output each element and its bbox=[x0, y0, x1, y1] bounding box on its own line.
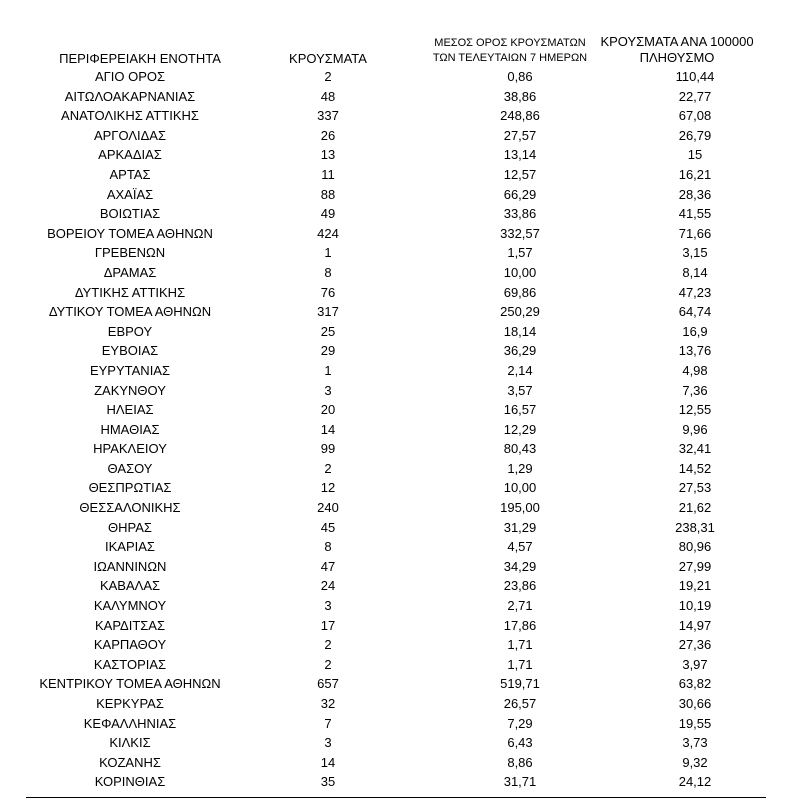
average-cell: 250,29 bbox=[500, 304, 540, 320]
region-cell: ΙΚΑΡΙΑΣ bbox=[105, 539, 155, 555]
average-cell: 195,00 bbox=[500, 500, 540, 516]
per-100k-cell: 30,66 bbox=[678, 696, 712, 711]
average-cell: 80,43 bbox=[503, 441, 537, 457]
table-row bbox=[0, 616, 793, 636]
cases-cell: 20 bbox=[320, 402, 336, 418]
cases-cell: 99 bbox=[320, 441, 336, 457]
per-100k-cell: 7,36 bbox=[682, 382, 708, 398]
region-cell: ΑΓΙΟ ΟΡΟΣ bbox=[94, 69, 166, 84]
per-100k-cell: 27,53 bbox=[678, 480, 712, 496]
cases-cell: 337 bbox=[317, 108, 339, 124]
per-100k-cell: 24,12 bbox=[678, 774, 712, 790]
table-row bbox=[0, 341, 793, 361]
cases-cell: 14 bbox=[320, 421, 336, 437]
region-cell: ΚΑΡΔΙΤΣΑΣ bbox=[94, 617, 166, 633]
table-row bbox=[0, 714, 793, 734]
average-cell: 66,29 bbox=[503, 186, 537, 202]
cases-cell: 48 bbox=[320, 88, 336, 104]
region-cell: ΚΑΣΤΟΡΙΑΣ bbox=[93, 656, 167, 672]
table-row bbox=[0, 772, 793, 792]
region-cell: ΚΕΦΑΛΛΗΝΙΑΣ bbox=[83, 715, 177, 731]
region-cell: ΑΡΚΑΔΙΑΣ bbox=[98, 147, 162, 163]
cases-cell: 26 bbox=[320, 127, 336, 143]
per-100k-cell: 63,82 bbox=[678, 676, 712, 692]
per-100k-cell: 41,55 bbox=[678, 206, 712, 222]
header-cases-label: ΚΡΟΥΣΜΑΤΑ bbox=[289, 51, 367, 66]
table-row bbox=[0, 361, 793, 381]
cases-cell: 3 bbox=[324, 382, 332, 398]
average-cell: 6,43 bbox=[507, 735, 533, 751]
average-cell: 26,57 bbox=[503, 696, 537, 711]
cases-cell: 424 bbox=[317, 225, 339, 241]
per-100k-cell: 21,62 bbox=[678, 500, 712, 516]
table-row bbox=[0, 263, 793, 283]
header-7day-average-line2: ΤΩΝ ΤΕΛΕΥΤΑΙΩΝ 7 ΗΜΕΡΩΝ bbox=[432, 52, 588, 64]
region-cell: ΑΡΤΑΣ bbox=[109, 166, 151, 182]
table-row bbox=[0, 322, 793, 342]
cases-cell: 29 bbox=[320, 343, 336, 359]
region-cell: ΒΟΡΕΙΟΥ ΤΟΜΕΑ ΑΘΗΝΩΝ bbox=[47, 225, 213, 241]
region-cell: ΗΜΑΘΙΑΣ bbox=[100, 421, 160, 437]
per-100k-cell: 22,77 bbox=[678, 88, 712, 104]
table-row bbox=[0, 204, 793, 224]
average-cell: 10,00 bbox=[503, 264, 537, 280]
average-cell: 38,86 bbox=[503, 88, 537, 104]
cases-cell: 88 bbox=[320, 186, 336, 202]
average-cell: 31,71 bbox=[503, 774, 537, 790]
region-cell: ΕΥΡΥΤΑΝΙΑΣ bbox=[89, 362, 171, 378]
per-100k-cell: 14,52 bbox=[678, 460, 712, 476]
header-7day-average bbox=[405, 36, 615, 66]
average-cell: 1,71 bbox=[507, 637, 533, 653]
average-cell: 12,57 bbox=[503, 166, 537, 182]
region-cell: ΗΛΕΙΑΣ bbox=[106, 402, 154, 418]
per-100k-cell: 26,79 bbox=[678, 127, 712, 143]
region-cell: ΚΑΛΥΜΝΟΥ bbox=[93, 598, 167, 614]
per-100k-cell: 238,31 bbox=[675, 519, 715, 535]
cases-cell: 7 bbox=[324, 715, 332, 731]
average-cell: 10,00 bbox=[503, 480, 537, 496]
region-cell: ΑΡΓΟΛΙΔΑΣ bbox=[93, 127, 167, 143]
table-row bbox=[0, 694, 793, 714]
table-row bbox=[0, 224, 793, 244]
per-100k-cell: 12,55 bbox=[678, 402, 712, 418]
cases-cell: 47 bbox=[320, 558, 336, 574]
table-row bbox=[0, 557, 793, 577]
region-cell: ΕΥΒΟΙΑΣ bbox=[101, 343, 159, 359]
per-100k-cell: 80,96 bbox=[678, 539, 712, 555]
average-cell: 3,57 bbox=[507, 382, 533, 398]
average-cell: 248,86 bbox=[500, 108, 540, 124]
table-row bbox=[0, 87, 793, 107]
table-row bbox=[0, 459, 793, 479]
region-cell: ΘΑΣΟΥ bbox=[107, 460, 153, 476]
header-cases-per-100k-line1: ΚΡΟΥΣΜΑΤΑ ΑΝΑ 100000 bbox=[600, 34, 754, 49]
cases-cell: 49 bbox=[320, 206, 336, 222]
cases-cell: 2 bbox=[324, 637, 332, 653]
average-cell: 69,86 bbox=[503, 284, 537, 300]
per-100k-cell: 8,14 bbox=[682, 264, 708, 280]
header-region-label: ΠΕΡΙΦΕΡΕΙΑΚΗ ΕΝΟΤΗΤΑ bbox=[59, 51, 221, 66]
table-row bbox=[0, 439, 793, 459]
table-body bbox=[0, 67, 793, 792]
per-100k-cell: 9,96 bbox=[682, 421, 708, 437]
header-cases-per-100k-line2: ΠΛΗΘΥΣΜΟ bbox=[639, 50, 715, 65]
table-row bbox=[0, 420, 793, 440]
header-region bbox=[20, 51, 260, 66]
table-row bbox=[0, 106, 793, 126]
average-cell: 332,57 bbox=[500, 225, 540, 241]
table-row bbox=[0, 596, 793, 616]
per-100k-cell: 32,41 bbox=[678, 441, 712, 457]
per-100k-cell: 19,55 bbox=[678, 715, 712, 731]
region-cell: ΒΟΙΩΤΙΑΣ bbox=[99, 206, 161, 222]
region-cell: ΕΒΡΟΥ bbox=[107, 323, 153, 339]
per-100k-cell: 110,44 bbox=[675, 69, 715, 84]
table-row bbox=[0, 145, 793, 165]
region-cell: ΑΧΑΪΑΣ bbox=[106, 186, 154, 202]
average-cell: 0,86 bbox=[507, 69, 533, 84]
cases-cell: 24 bbox=[320, 578, 336, 594]
cases-cell: 12 bbox=[320, 480, 336, 496]
average-cell: 31,29 bbox=[503, 519, 537, 535]
per-100k-cell: 67,08 bbox=[678, 108, 712, 124]
per-100k-cell: 3,15 bbox=[682, 245, 708, 261]
table-row bbox=[0, 165, 793, 185]
table-row bbox=[0, 753, 793, 773]
region-cell: ΚΕΝΤΡΙΚΟΥ ΤΟΜΕΑ ΑΘΗΝΩΝ bbox=[39, 676, 221, 692]
cases-cell: 2 bbox=[324, 69, 332, 84]
per-100k-cell: 4,98 bbox=[682, 362, 708, 378]
average-cell: 1,29 bbox=[507, 460, 533, 476]
per-100k-cell: 71,66 bbox=[678, 225, 712, 241]
average-cell: 1,57 bbox=[507, 245, 533, 261]
region-cell: ΘΗΡΑΣ bbox=[108, 519, 152, 535]
table-row bbox=[0, 478, 793, 498]
region-cell: ΚΟΡΙΝΘΙΑΣ bbox=[94, 774, 166, 790]
average-cell: 13,14 bbox=[503, 147, 537, 163]
cases-cell: 1 bbox=[324, 362, 332, 378]
table-row bbox=[0, 126, 793, 146]
cases-cell: 240 bbox=[317, 500, 339, 516]
cases-cell: 17 bbox=[320, 617, 336, 633]
region-cell: ΑΝΑΤΟΛΙΚΗΣ ΑΤΤΙΚΗΣ bbox=[61, 108, 199, 124]
cases-cell: 3 bbox=[324, 735, 332, 751]
cases-cell: 3 bbox=[324, 598, 332, 614]
average-cell: 8,86 bbox=[507, 754, 533, 770]
table-row bbox=[0, 302, 793, 322]
average-cell: 2,71 bbox=[507, 598, 533, 614]
cases-cell: 32 bbox=[320, 696, 336, 711]
average-cell: 18,14 bbox=[503, 323, 537, 339]
region-cell: ΚΙΛΚΙΣ bbox=[109, 735, 151, 751]
region-cell: ΚΑΒΑΛΑΣ bbox=[99, 578, 161, 594]
table-row bbox=[0, 537, 793, 557]
region-cell: ΓΡΕΒΕΝΩΝ bbox=[94, 245, 166, 261]
per-100k-cell: 16,9 bbox=[682, 323, 708, 339]
average-cell: 4,57 bbox=[507, 539, 533, 555]
per-100k-cell: 3,73 bbox=[682, 735, 708, 751]
header-7day-average-line1: ΜΕΣΟΣ ΟΡΟΣ ΚΡΟΥΣΜΑΤΩΝ bbox=[434, 37, 586, 49]
table-row bbox=[0, 400, 793, 420]
table-row bbox=[0, 243, 793, 263]
cases-cell: 2 bbox=[324, 656, 332, 672]
average-cell: 519,71 bbox=[500, 676, 540, 692]
per-100k-cell: 19,21 bbox=[678, 578, 712, 594]
region-cell: ΖΑΚΥΝΘΟΥ bbox=[94, 382, 166, 398]
average-cell: 2,14 bbox=[507, 362, 533, 378]
average-cell: 36,29 bbox=[503, 343, 537, 359]
region-cell: ΙΩΑΝΝΙΝΩΝ bbox=[93, 558, 167, 574]
average-cell: 23,86 bbox=[503, 578, 537, 594]
table-row bbox=[0, 733, 793, 753]
region-cell: ΘΕΣΠΡΩΤΙΑΣ bbox=[88, 480, 172, 496]
per-100k-cell: 10,19 bbox=[678, 598, 712, 614]
per-100k-cell: 15 bbox=[687, 147, 703, 163]
cases-cell: 8 bbox=[324, 264, 332, 280]
per-100k-cell: 27,99 bbox=[678, 558, 712, 574]
average-cell: 34,29 bbox=[503, 558, 537, 574]
table-row bbox=[0, 283, 793, 303]
table-bottom-rule bbox=[26, 797, 766, 798]
region-cell: ΚΑΡΠΑΘΟΥ bbox=[93, 637, 167, 653]
cases-cell: 1 bbox=[324, 245, 332, 261]
per-100k-cell: 28,36 bbox=[678, 186, 712, 202]
header-cases-per-100k bbox=[598, 34, 756, 66]
per-100k-cell: 3,97 bbox=[682, 656, 708, 672]
per-100k-cell: 13,76 bbox=[678, 343, 712, 359]
cases-cell: 13 bbox=[320, 147, 336, 163]
region-cell: ΔΡΑΜΑΣ bbox=[103, 264, 157, 280]
cases-cell: 14 bbox=[320, 754, 336, 770]
per-100k-cell: 47,23 bbox=[678, 284, 712, 300]
table-row bbox=[0, 67, 793, 87]
table-row bbox=[0, 381, 793, 401]
average-cell: 27,57 bbox=[503, 127, 537, 143]
table-row bbox=[0, 635, 793, 655]
average-cell: 17,86 bbox=[503, 617, 537, 633]
region-cell: ΚΟΖΑΝΗΣ bbox=[99, 754, 161, 770]
region-cell: ΚΕΡΚΥΡΑΣ bbox=[96, 696, 164, 711]
average-cell: 12,29 bbox=[503, 421, 537, 437]
region-cell: ΔΥΤΙΚΟΥ ΤΟΜΕΑ ΑΘΗΝΩΝ bbox=[48, 304, 212, 320]
cases-cell: 35 bbox=[320, 774, 336, 790]
header-cases bbox=[268, 51, 388, 66]
per-100k-cell: 64,74 bbox=[678, 304, 712, 320]
cases-cell: 657 bbox=[317, 676, 339, 692]
per-100k-cell: 16,21 bbox=[678, 166, 712, 182]
table-row bbox=[0, 518, 793, 538]
region-cell: ΘΕΣΣΑΛΟΝΙΚΗΣ bbox=[79, 500, 181, 516]
table-row bbox=[0, 576, 793, 596]
cases-cell: 317 bbox=[317, 304, 339, 320]
cases-cell: 8 bbox=[324, 539, 332, 555]
average-cell: 1,71 bbox=[507, 656, 533, 672]
region-cell: ΗΡΑΚΛΕΙΟΥ bbox=[93, 441, 167, 457]
cases-cell: 25 bbox=[320, 323, 336, 339]
cases-cell: 76 bbox=[320, 284, 336, 300]
table-row bbox=[0, 185, 793, 205]
per-100k-cell: 14,97 bbox=[678, 617, 712, 633]
table-row bbox=[0, 655, 793, 675]
table-row bbox=[0, 674, 793, 694]
per-100k-cell: 27,36 bbox=[678, 637, 712, 653]
average-cell: 16,57 bbox=[503, 402, 537, 418]
per-100k-cell: 9,32 bbox=[682, 754, 708, 770]
average-cell: 7,29 bbox=[507, 715, 533, 731]
table-row bbox=[0, 498, 793, 518]
cases-cell: 45 bbox=[320, 519, 336, 535]
region-cell: ΑΙΤΩΛΟΑΚΑΡΝΑΝΙΑΣ bbox=[64, 88, 196, 104]
cases-cell: 11 bbox=[321, 166, 335, 182]
average-cell: 33,86 bbox=[503, 206, 537, 222]
cases-cell: 2 bbox=[324, 460, 332, 476]
region-cell: ΔΥΤΙΚΗΣ ΑΤΤΙΚΗΣ bbox=[74, 284, 186, 300]
